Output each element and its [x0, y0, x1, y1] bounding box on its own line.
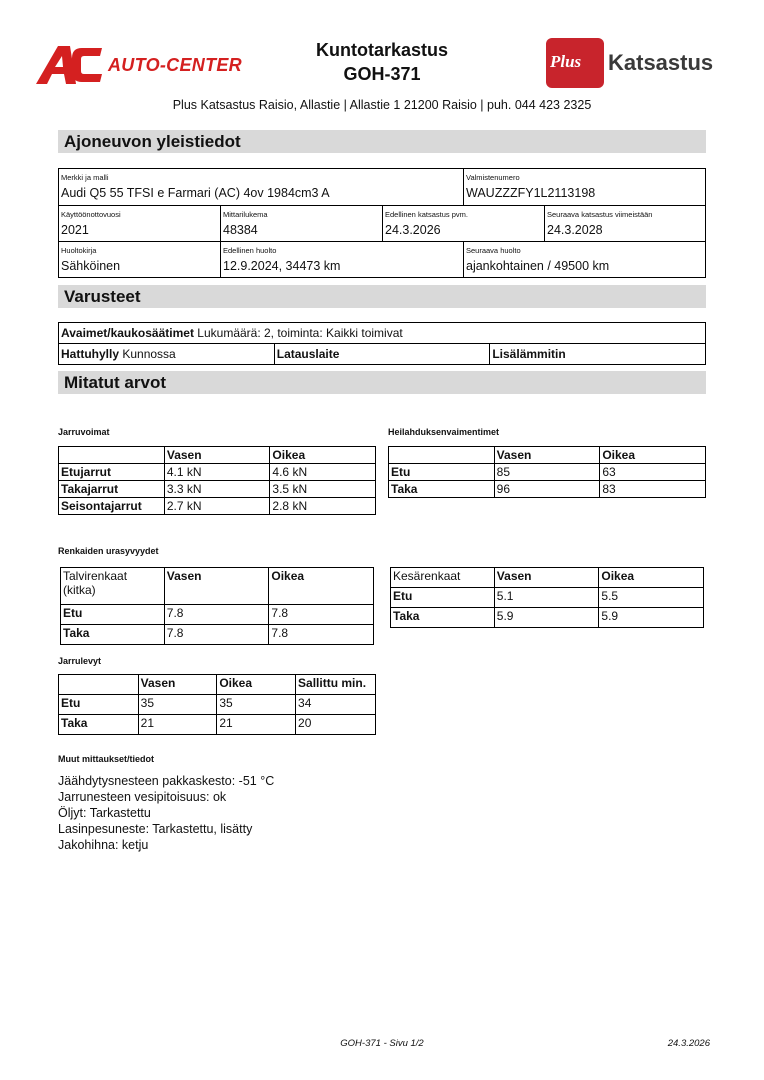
section-equipment — [58, 285, 706, 308]
summer-tires-table — [390, 567, 704, 628]
plus-logo-box — [546, 38, 604, 88]
equipment-table — [58, 322, 706, 365]
shocks-title: Heilahduksenvaimentimet — [388, 427, 500, 437]
table-row — [391, 588, 704, 608]
table-row — [59, 695, 376, 715]
winter-label-cell — [61, 568, 165, 605]
table-row — [59, 481, 376, 498]
prev-inspection-label: Edellinen katsastus pvm. — [385, 210, 468, 219]
summer-row-left: 5.1 — [494, 588, 599, 608]
service-book-cell — [59, 242, 221, 277]
list-item: Jarrunesteen vesipitoisuus: ok — [58, 790, 227, 804]
shocks-row-left: 85 — [494, 464, 600, 481]
vin-label: Valmistenumero — [466, 173, 520, 182]
discs-header-row — [59, 675, 376, 695]
list-item: Jäähdytysnesteen pakkaskesto: -51 °C — [58, 774, 275, 788]
plus-katsastus-logo — [546, 38, 730, 88]
brakes-col-left: Vasen — [164, 447, 270, 464]
shocks-header-empty — [389, 447, 495, 464]
keys-value: Lukumäärä: 2, toiminta: Kaikki toimivat — [197, 326, 403, 340]
prev-service-cell — [221, 242, 464, 277]
table-row — [391, 608, 704, 628]
brakes-col-right: Oikea — [270, 447, 376, 464]
summer-row-name: Etu — [391, 588, 495, 608]
discs-row-min: 20 — [296, 715, 376, 735]
odometer-cell — [221, 206, 383, 242]
auto-center-logo — [36, 44, 242, 86]
brakes-row-name: Seisontajarrut — [59, 498, 165, 515]
brakes-row-right: 4.6 kN — [270, 464, 376, 481]
shocks-row-right: 83 — [600, 481, 706, 498]
general-info-grid — [58, 168, 706, 278]
prev-inspection-cell — [383, 206, 545, 242]
brakes-title: Jarruvoimat — [58, 427, 110, 437]
discs-col-right: Oikea — [217, 675, 296, 695]
discs-row-left: 21 — [138, 715, 217, 735]
winter-row-left: 7.8 — [164, 605, 269, 625]
discs-row-right: 35 — [217, 695, 296, 715]
ac-logo-mark-icon — [36, 44, 116, 86]
section-measured-title: Mitatut arvot — [64, 373, 166, 392]
hat-shelf-value: Kunnossa — [122, 347, 176, 361]
keys-cell — [59, 323, 706, 344]
year-cell — [59, 206, 221, 242]
brakes-row-right: 2.8 kN — [270, 498, 376, 515]
summer-label-cell: Kesärenkaat — [391, 568, 495, 588]
keys-label: Avaimet/kaukosäätimet — [61, 326, 194, 340]
summer-col-left: Vasen — [494, 568, 599, 588]
license-plate: GOH-371 — [343, 64, 421, 84]
next-service-value: ajankohtainen / 49500 km — [466, 259, 610, 273]
charger-cell: Latauslaite — [274, 344, 490, 365]
discs-row-name: Taka — [59, 715, 139, 735]
next-inspection-label: Seuraava katsastus viimeistään — [547, 210, 653, 219]
section-general — [58, 130, 706, 153]
misc-list — [58, 773, 274, 853]
shocks-row-name: Taka — [389, 481, 495, 498]
document-title: Kuntotarkastus — [315, 40, 449, 60]
winter-label-line1: Talvirenkaat — [63, 569, 128, 583]
winter-header-row — [61, 568, 374, 605]
vin-cell — [464, 169, 705, 206]
discs-row-name: Etu — [59, 695, 139, 715]
year-value: 2021 — [61, 223, 89, 237]
winter-row-name: Etu — [61, 605, 165, 625]
summer-row-right: 5.5 — [599, 588, 704, 608]
prev-inspection-value: 24.3.2026 — [385, 223, 441, 237]
brakes-row-right: 3.5 kN — [270, 481, 376, 498]
shocks-row-right: 63 — [600, 464, 706, 481]
discs-row-min: 34 — [296, 695, 376, 715]
section-equipment-title: Varusteet — [64, 287, 141, 306]
winter-row-right: 7.8 — [269, 625, 374, 645]
service-book-value: Sähköinen — [61, 259, 121, 273]
table-row — [59, 464, 376, 481]
brakes-header-row — [59, 447, 376, 464]
shocks-col-left: Vasen — [494, 447, 600, 464]
year-label: Käyttöönottovuosi — [61, 210, 121, 219]
discs-col-min: Sallittu min. — [296, 675, 376, 695]
make-model-label: Merkki ja malli — [61, 173, 109, 182]
list-item: Jakohihna: ketju — [58, 838, 149, 852]
shocks-row-left: 96 — [494, 481, 600, 498]
summer-row-left: 5.9 — [494, 608, 599, 628]
summer-row-name: Taka — [391, 608, 495, 628]
heater-cell: Lisälämmitin — [490, 344, 706, 365]
summer-header-row — [391, 568, 704, 588]
winter-row-name: Taka — [61, 625, 165, 645]
shocks-row-name: Etu — [389, 464, 495, 481]
next-inspection-cell — [545, 206, 705, 242]
odometer-label: Mittarilukema — [223, 210, 268, 219]
plus-logo-text: Plus — [550, 52, 582, 71]
winter-label-line2: (kitka) — [63, 583, 96, 597]
prev-service-value: 12.9.2024, 34473 km — [223, 259, 341, 273]
shocks-header-row — [389, 447, 706, 464]
service-book-label: Huoltokirja — [61, 246, 97, 255]
make-model-cell — [59, 169, 464, 206]
summer-row-right: 5.9 — [599, 608, 704, 628]
brakes-row-name: Etujarrut — [59, 464, 165, 481]
list-item: Lasinpesuneste: Tarkastettu, lisätty — [58, 822, 253, 836]
discs-row-right: 21 — [217, 715, 296, 735]
winter-col-left: Vasen — [164, 568, 269, 605]
make-model-value: Audi Q5 55 TFSI e Farmari (AC) 4ov 1984cm3 A — [61, 186, 330, 200]
footer-date: 24.3.2026 — [667, 1038, 710, 1049]
discs-col-left: Vasen — [138, 675, 217, 695]
brakes-row-left: 3.3 kN — [164, 481, 270, 498]
equipment-row-keys — [59, 323, 706, 344]
discs-header-empty — [59, 675, 139, 695]
table-row — [389, 464, 706, 481]
brakes-header-empty — [59, 447, 165, 464]
table-row — [61, 605, 374, 625]
shocks-table — [388, 446, 706, 498]
equipment-row-misc — [59, 344, 706, 365]
next-inspection-value: 24.3.2028 — [547, 223, 603, 237]
section-general-title: Ajoneuvon yleistiedot — [64, 132, 241, 151]
winter-col-right: Oikea — [269, 568, 374, 605]
next-service-cell — [464, 242, 705, 277]
odometer-value: 48384 — [223, 223, 258, 237]
station-address: Plus Katsastus Raisio, Allastie | Allastie 1 21200 Raisio | puh. 044 423 2325 — [172, 98, 592, 112]
discs-table — [58, 674, 376, 735]
tires-title: Renkaiden urasyvyydet — [58, 546, 159, 556]
katsastus-wordmark: Katsastus — [608, 50, 714, 75]
brakes-row-name: Takajarrut — [59, 481, 165, 498]
table-row — [389, 481, 706, 498]
shocks-col-right: Oikea — [600, 447, 706, 464]
winter-tires-table — [60, 567, 374, 645]
section-measured — [58, 371, 706, 394]
winter-row-left: 7.8 — [164, 625, 269, 645]
brakes-row-left: 4.1 kN — [164, 464, 270, 481]
winter-row-right: 7.8 — [269, 605, 374, 625]
table-row — [61, 625, 374, 645]
table-row — [59, 498, 376, 515]
discs-row-left: 35 — [138, 695, 217, 715]
next-service-label: Seuraava huolto — [466, 246, 521, 255]
brakes-table — [58, 446, 376, 515]
table-row — [59, 715, 376, 735]
discs-title: Jarrulevyt — [58, 656, 102, 666]
summer-col-right: Oikea — [599, 568, 704, 588]
brakes-row-left: 2.7 kN — [164, 498, 270, 515]
prev-service-label: Edellinen huolto — [223, 246, 277, 255]
vin-value: WAUZZZFY1L2113198 — [466, 186, 596, 200]
hat-shelf-label: Hattuhylly — [61, 347, 120, 361]
auto-center-wordmark: AUTO-CENTER — [108, 55, 242, 75]
footer-page: GOH-371 - Sivu 1/2 — [340, 1038, 424, 1049]
misc-title: Muut mittaukset/tiedot — [58, 754, 154, 764]
hat-shelf-cell — [59, 344, 275, 365]
list-item: Öljyt: Tarkastettu — [58, 806, 151, 820]
